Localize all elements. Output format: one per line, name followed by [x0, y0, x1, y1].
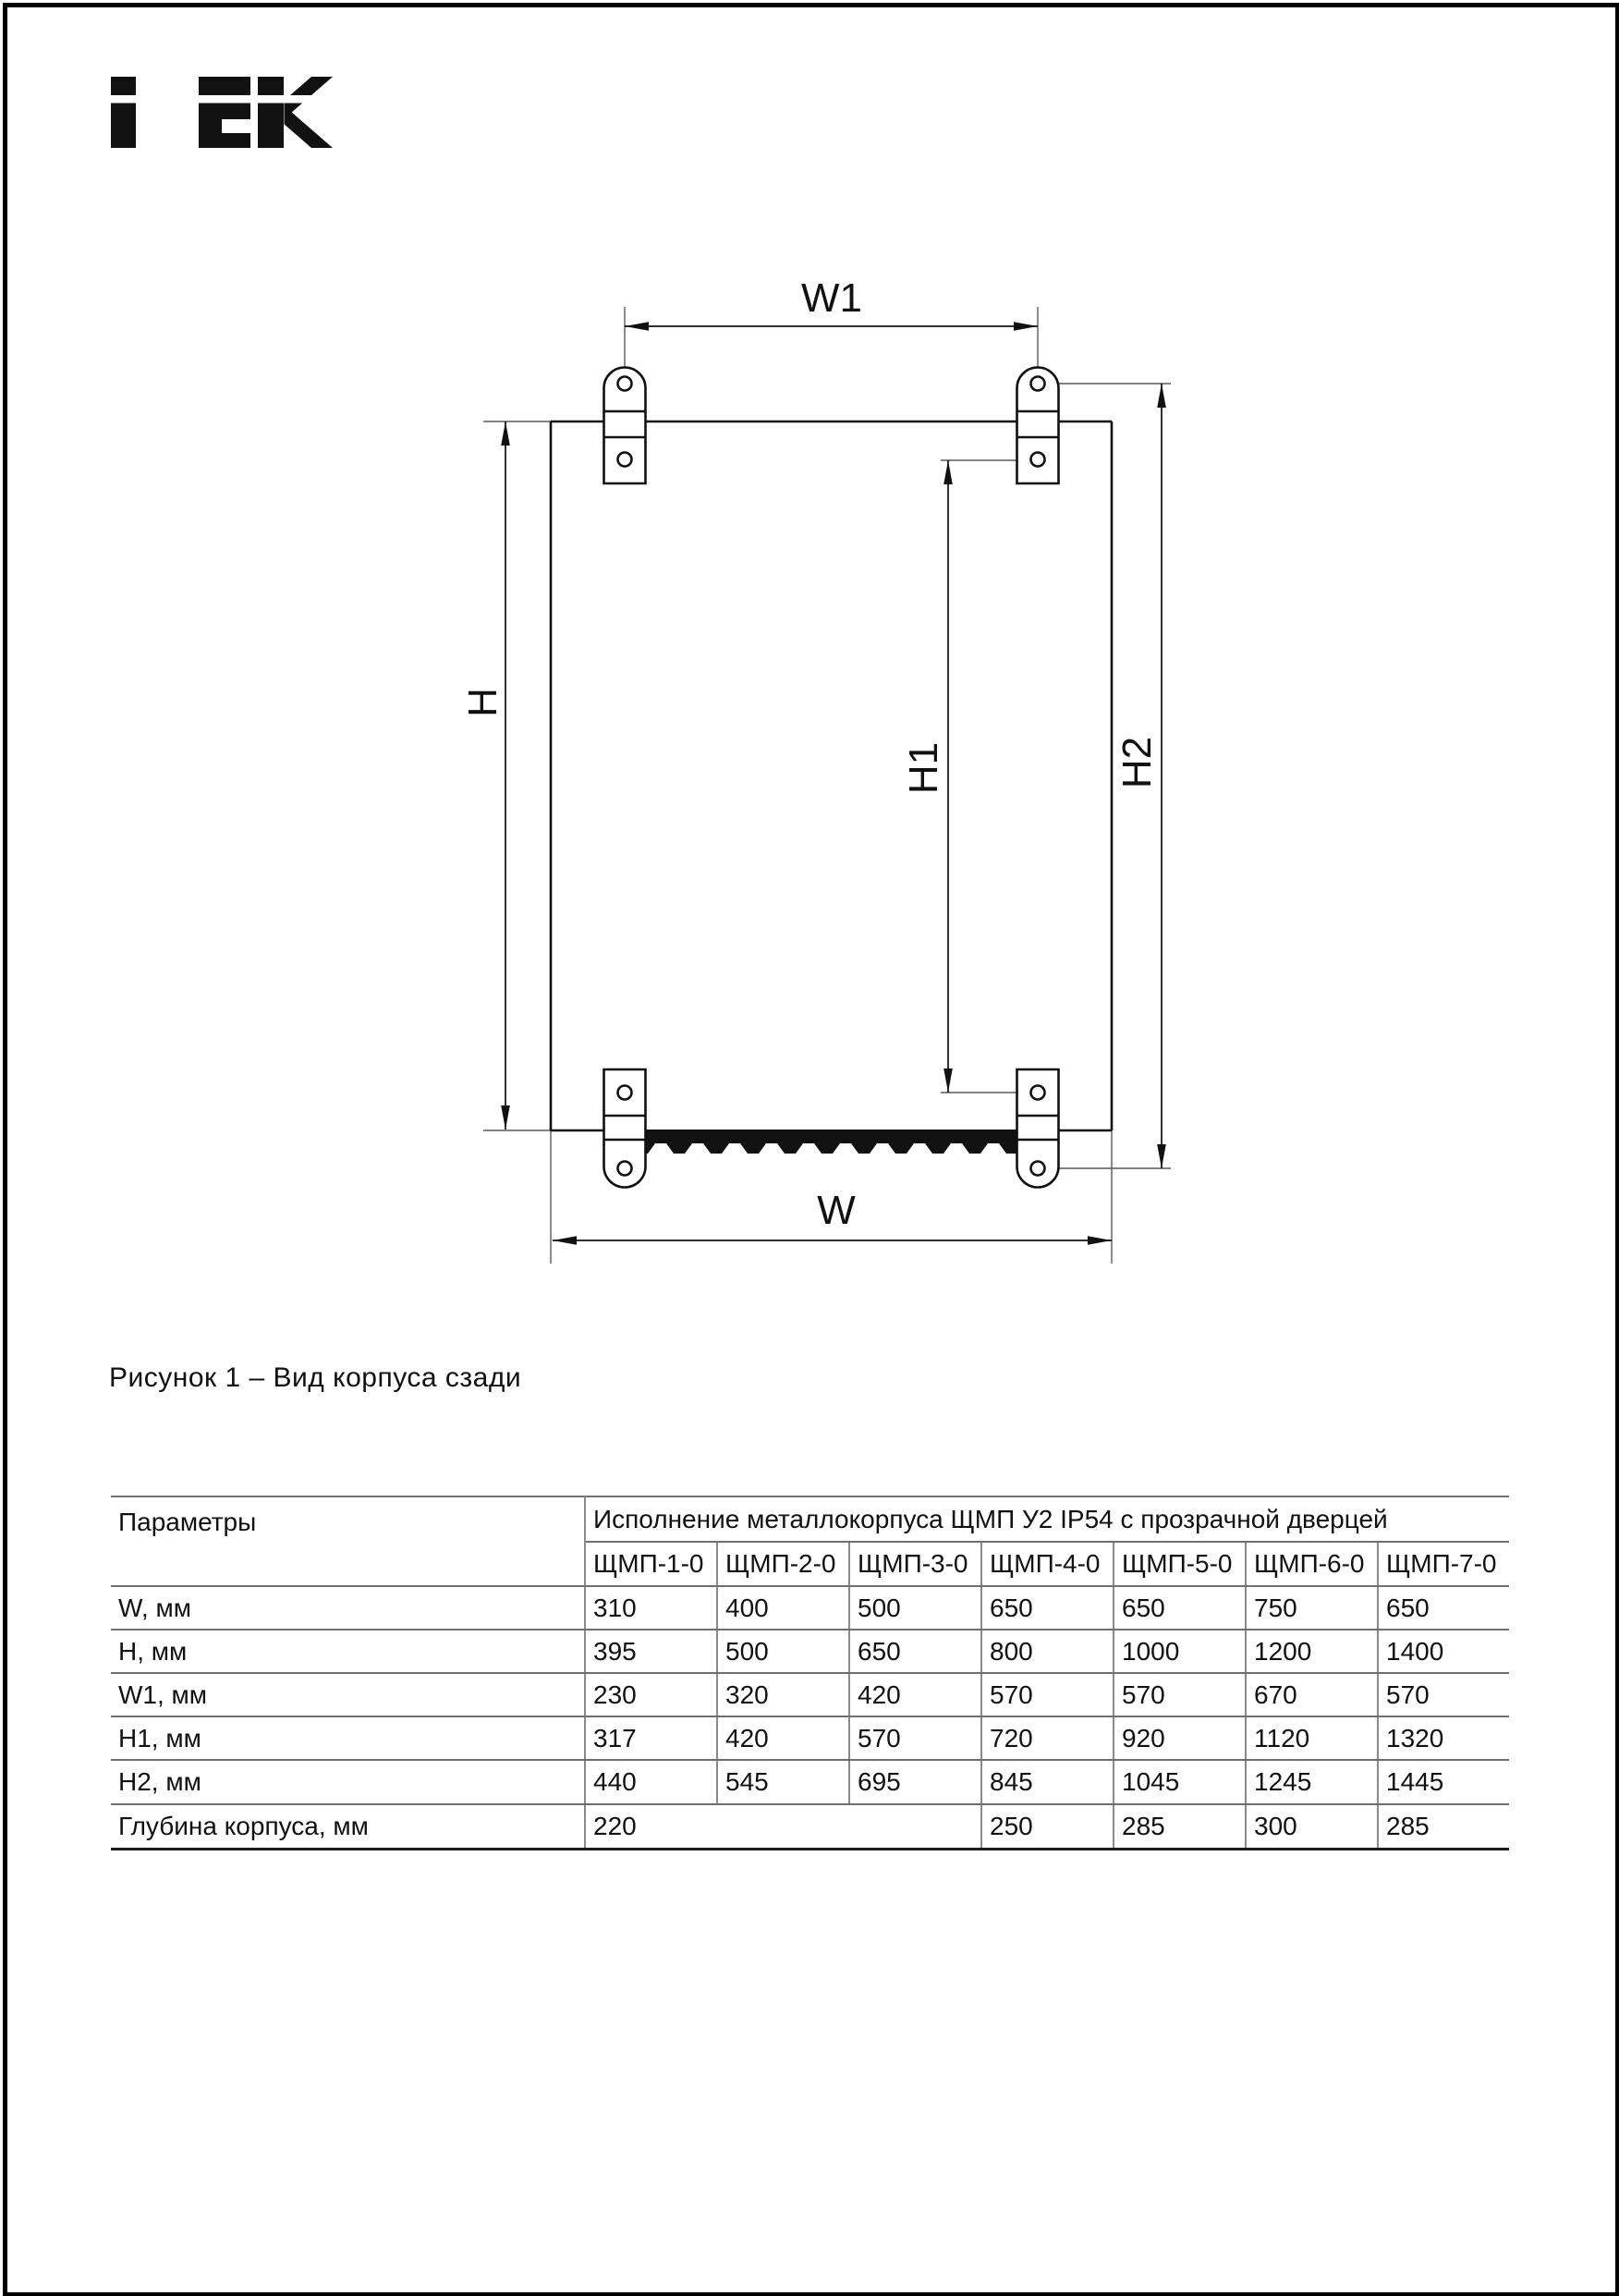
value-cell: 500 [717, 1630, 849, 1673]
value-cell: 570 [849, 1716, 981, 1760]
value-cell: 750 [1246, 1586, 1378, 1630]
param-label-cell: W1, мм [111, 1673, 585, 1716]
value-cell: 845 [981, 1760, 1114, 1804]
model-header-cell: ЩМП-6-0 [1246, 1542, 1378, 1586]
value-cell: 317 [585, 1716, 717, 1760]
bracket-bottom-right [1017, 1069, 1059, 1188]
value-cell: 570 [1378, 1673, 1509, 1716]
dimension-h [460, 421, 510, 1130]
value-cell: 570 [1114, 1673, 1246, 1716]
value-cell: 1000 [1114, 1630, 1246, 1673]
param-label-cell: H2, мм [111, 1760, 585, 1804]
bracket-top-right [1017, 368, 1059, 483]
label-h: H [460, 688, 505, 717]
value-cell: 1400 [1378, 1630, 1509, 1673]
bracket-bottom-left [604, 1069, 646, 1188]
bracket-top-left [604, 368, 646, 483]
dimension-h2 [1114, 384, 1166, 1168]
table-row [111, 1586, 1509, 1630]
model-header-cell: ЩМП-5-0 [1114, 1542, 1246, 1586]
value-cell: 650 [1114, 1586, 1246, 1630]
value-cell: 1320 [1378, 1716, 1509, 1760]
model-header-cell: ЩМП-1-0 [585, 1542, 717, 1586]
value-cell: 285 [1114, 1804, 1246, 1849]
value-cell: 285 [1378, 1804, 1509, 1849]
value-cell: 650 [981, 1586, 1114, 1630]
value-cell: 220 [585, 1804, 981, 1849]
value-cell: 720 [981, 1716, 1114, 1760]
value-cell: 440 [585, 1760, 717, 1804]
label-w: W [817, 1188, 856, 1233]
table-row [111, 1804, 1509, 1849]
value-cell: 1045 [1114, 1760, 1246, 1804]
value-cell: 395 [585, 1630, 717, 1673]
label-h1: H1 [901, 741, 946, 795]
value-cell: 670 [1246, 1673, 1378, 1716]
value-cell: 320 [717, 1673, 849, 1716]
value-cell: 1120 [1246, 1716, 1378, 1760]
value-cell: 570 [981, 1673, 1114, 1716]
value-cell: 420 [717, 1716, 849, 1760]
mounting-brackets [604, 368, 1059, 1188]
model-header-cell: ЩМП-2-0 [717, 1542, 849, 1586]
value-cell: 920 [1114, 1716, 1246, 1760]
label-h2: H2 [1114, 736, 1160, 789]
figure-caption: Рисунок 1 – Вид корпуса сзади [109, 1362, 522, 1393]
value-cell: 310 [585, 1586, 717, 1630]
model-header-cell: ЩМП-3-0 [849, 1542, 981, 1586]
serrated-strip [646, 1130, 1017, 1154]
iek-logo [103, 77, 344, 148]
value-cell: 300 [1246, 1804, 1378, 1849]
dimension-w [553, 1188, 1112, 1245]
dimension-h1 [901, 460, 953, 1093]
group-header-cell: Исполнение металлокорпуса ЩМП У2 IP54 с прозрачной дверцей [585, 1496, 1509, 1542]
param-label-cell: H1, мм [111, 1716, 585, 1760]
value-cell: 1200 [1246, 1630, 1378, 1673]
param-header-cell: Параметры [111, 1496, 585, 1586]
extension-lines [483, 307, 1171, 1264]
value-cell: 230 [585, 1673, 717, 1716]
table-row [111, 1673, 1509, 1716]
value-cell: 800 [981, 1630, 1114, 1673]
value-cell: 650 [1378, 1586, 1509, 1630]
value-cell: 545 [717, 1760, 849, 1804]
value-cell: 1445 [1378, 1760, 1509, 1804]
table-header-group-row [111, 1496, 1509, 1542]
value-cell: 1245 [1246, 1760, 1378, 1804]
model-header-cell: ЩМП-4-0 [981, 1542, 1114, 1586]
table-row [111, 1716, 1509, 1760]
param-label-cell: H, мм [111, 1630, 585, 1673]
model-header-cell: ЩМП-7-0 [1378, 1542, 1509, 1586]
table-row [111, 1630, 1509, 1673]
table-row [111, 1760, 1509, 1804]
value-cell: 420 [849, 1673, 981, 1716]
spec-table [111, 1496, 1509, 1850]
enclosure-outline [551, 421, 1112, 1130]
value-cell: 400 [717, 1586, 849, 1630]
param-label-cell: W, мм [111, 1586, 585, 1630]
label-w1: W1 [801, 275, 862, 321]
value-cell: 250 [981, 1804, 1114, 1849]
param-label-cell: Глубина корпуса, мм [111, 1804, 585, 1849]
value-cell: 695 [849, 1760, 981, 1804]
value-cell: 500 [849, 1586, 981, 1630]
value-cell: 650 [849, 1630, 981, 1673]
dimension-w1 [625, 275, 1038, 331]
